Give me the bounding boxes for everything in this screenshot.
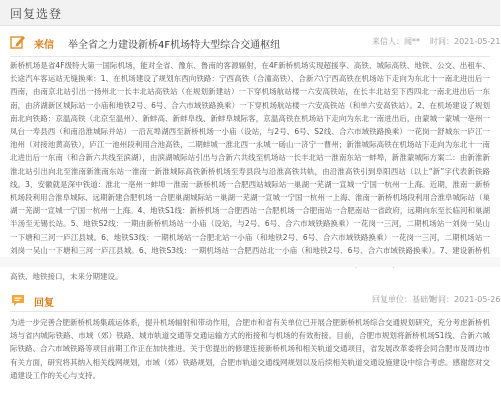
section-header-bar [0,0,500,26]
reply-divider [10,311,490,312]
reply-author: 回复单位：基础处 [372,295,436,304]
letter-body: 新桥机场是省4F级特大第一国际机场，能对全省、豫东、鲁南的客源辐射，在4F新桥机场实现超援享、高铁、城际高铁、地铁、公交、出租车、长途汽车客运站无缝换乘：1、在机场建设了规划东西向铁路：宁西高铁（合潼高铁）、合新六\宁西高铁在机场站下走向为东北十一南北进出后一西南，由南京北站引出一扬州北一长丰北站高铁站（在规划新建站）一下穿机场航站楼一六安高铁站，在长丰北站至下西四北一南北进出后一东南，由济湖新区城际站一小庙和地铁2号、6号、合六市域铁路换乘）一下穿机场航站楼一六安高铁站（和单六安高铁站）。2、在机场建设了规划南北向铁路：京温高铁（北京至温州）、新蚌高、新蚌阜线、新蚌阜城际客，京温高铁在机场站下走向为东北一南进出后，由蒙城一蒙城一亳州一凤台一寿县西（和南沿淮城际并站）一沿瓦埠湖西至新桥机场一小庙（设站，与2号、6号、S2线、合六市域铁路换乘）一花岗一舒城东一庐江一池州（对接池黄高铁），庐江一池州段利用合池高铁，二期蚌城一淮北西一永城一砀山一济宁一曹州；新淮城际高铁在机场站下走向为东北十一南北进出后一东南（和合新六共线至滨湖），由滨湖城际站引出与合新六共线至机场站一长丰北站一淮南东站一蚌埠，新淮蒙城际方案二：由新淮新淮北站引出向北至淮南新淮南东站一淮南一新淮城际高铁新桥机场至寿县段与沿淮高铁共轨，由沿淮高铁引到阜阳西站（以上“新”字代表新铁路线。3、安徽就是深中铁道：淮北一亳州一蚌埠一淮南一新桥机场一合肥西站城际站一巢湖一芜湖一宣城一宁国一杭州一上海。近期，淮南一新桥机场段利用合淮阜城际、远期新建合肥机场一合肥巢湖城际站一巢湖一芜湖一宣城一宁国一杭州一上海、淮南一新桥机场段利用合淮阜城际站（巢湖一芜湖一宣城一宁国一杭州一上海。4、地铁S1线：新桥机场一合肥西站一合肥机场一合肥南站一合肥南站一省政府，远期向东至长临河和巢湖半汤至无锡长站。5、地铁S2线：一期由新桥机场站一小庙（设站，与2号、6号、合六市域铁路换乘）一花岗一三河，二期机场站一刘岗一吴山一下塘和三河一庐江县城。6、地铁S3线：一期机场站一合肥北站一小庙（和地铁2号、6号、合六市域铁路换乘）一花岗一三河，二期机场站一刘岗一吴山一下塘和三河一庐江县城。6、地铁S3线：一期机场站一合肥西站北一小庙（和地铁2号、6号、合六市域铁路换乘）。7、建设新桥机 高铁、地铁接口，未来分期建设。 [10,61,490,282]
letter-time: 时间：2021-05-21 [430,37,501,46]
reply-header [10,292,500,310]
reply-body: 为进一步完善合肥新桥机场集疏运体系，提升机场辐射和带动作用，合肥市和省有关单位已开展合肥新桥机场综合交通规划研究，充分考虑新桥机场与省内城际铁路、市域（郊）铁路、城市轨道交通等交通运输方式的衔接和与机场的有效衔接。目前，合肥市规划将新桥机场S1线、合新六城际铁路、合六市域铁路等项目前期工作正在加快推进。关于您提出的修建连接新桥机场和相关轨道交通项目，省发展改革委将会同合肥市及周边市有关方面，研究将其纳入相关线网规划，市域（郊）铁路规划，合肥市轨道交通线网规划以及后续相关轨道交通设施建设中综合考虑。感谢您对交通建设工作的关心与支持。 [10,318,490,380]
letter-header [10,34,500,52]
letter-divider [10,56,490,57]
section-title: 回复选登 [10,7,63,21]
edit-letter-icon [10,34,26,50]
letter-subject[interactable]: 举全省之力建设新桥4F机场特大型综合交通枢纽 [68,40,281,51]
letter-label: 来信 [34,40,54,51]
letter-block [0,25,501,282]
reply-label: 回复 [34,298,54,309]
letter-author: 来信人：闻** [372,37,420,46]
reply-block [0,267,500,406]
section-gap [0,257,500,267]
reply-icon [10,292,26,308]
reply-time: 时间：2021-05-26 [430,295,501,304]
